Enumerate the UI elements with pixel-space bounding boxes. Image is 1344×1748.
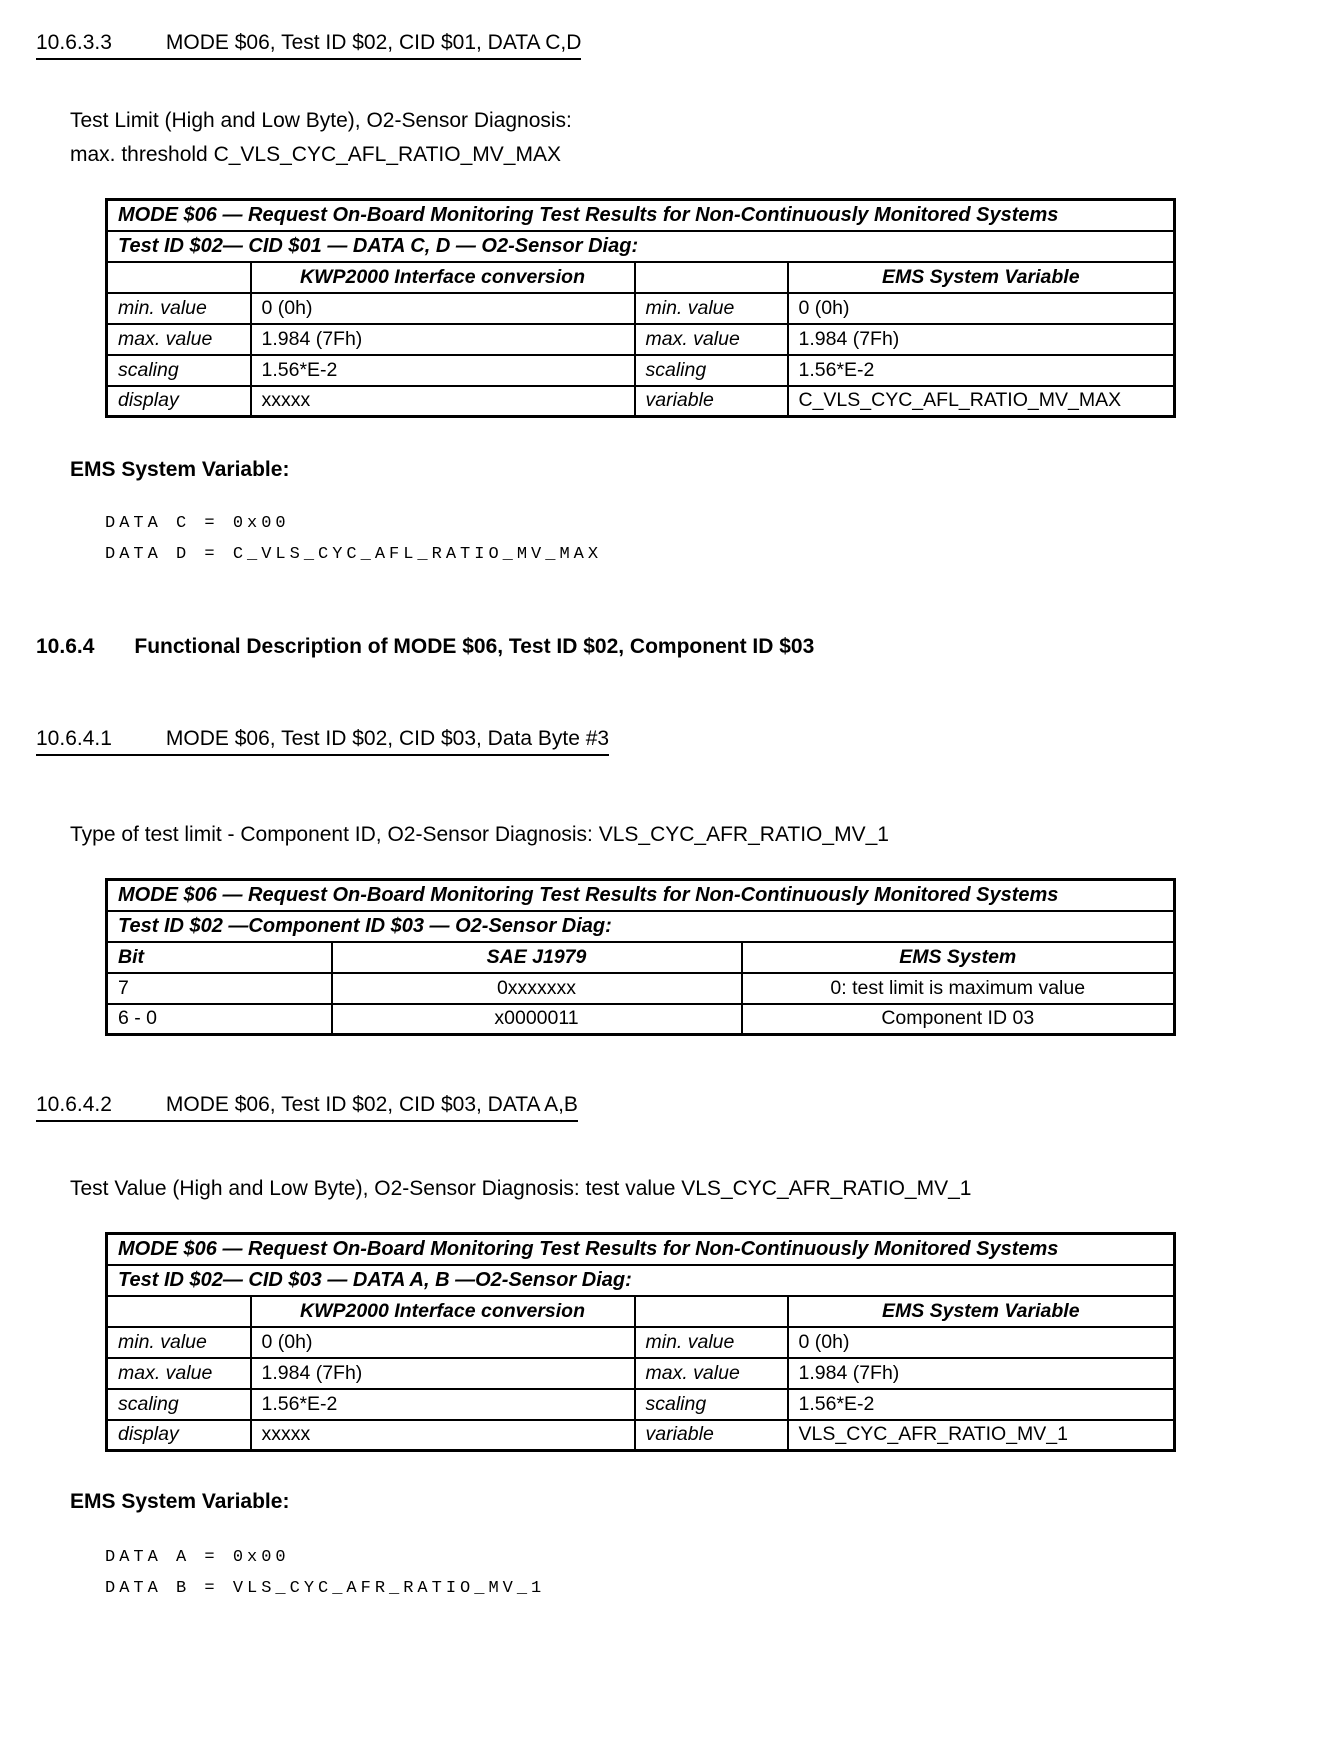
- column-header-bit: Bit: [107, 942, 332, 973]
- cell-value: 1.984 (7Fh): [251, 324, 635, 355]
- cell-ems: Component ID 03: [742, 1004, 1175, 1035]
- cell-sae: x0000011: [332, 1004, 742, 1035]
- column-header-ems-system: EMS System: [742, 942, 1175, 973]
- table-title: MODE $06 — Request On-Board Monitoring Test Results for Non-Continuously Monitored Systems: [107, 200, 1175, 231]
- code-line: DATA D = C_VLS_CYC_AFL_RATIO_MV_MAX: [105, 545, 603, 564]
- row-label: scaling: [635, 1389, 788, 1420]
- heading-row: [36, 1092, 1304, 1122]
- table-mode06-tid02-cid01: [105, 198, 1176, 418]
- cell-value: 1.56*E-2: [788, 1389, 1175, 1420]
- row-label: min. value: [107, 1327, 251, 1358]
- row-label: min. value: [635, 1327, 788, 1358]
- cell-value: 1.56*E-2: [251, 355, 635, 386]
- code-block-data-ab: [105, 1542, 1304, 1604]
- table-row: [107, 1327, 1175, 1358]
- row-label: min. value: [635, 293, 788, 324]
- row-label: max. value: [635, 1358, 788, 1389]
- table-header-row: [107, 942, 1175, 973]
- column-header-kwp2000: KWP2000 Interface conversion: [251, 1296, 635, 1327]
- code-line: DATA A = 0x00: [105, 1548, 290, 1567]
- table-subtitle: Test ID $02— CID $03 — DATA A, B —O2-Sensor Diag:: [107, 1265, 1175, 1296]
- ems-system-variable-heading: EMS System Variable:: [70, 1490, 290, 1513]
- column-header-empty: [635, 1296, 788, 1327]
- column-header-empty: [107, 262, 251, 293]
- cell-value: 0 (0h): [251, 293, 635, 324]
- cell-ems: 0: test limit is maximum value: [742, 973, 1175, 1004]
- code-line: DATA C = 0x00: [105, 514, 290, 533]
- cell-value: 0 (0h): [251, 1327, 635, 1358]
- row-label: display: [107, 1420, 251, 1451]
- table-subtitle-row: [107, 231, 1175, 262]
- cell-value: VLS_CYC_AFR_RATIO_MV_1: [788, 1420, 1175, 1451]
- table-title: MODE $06 — Request On-Board Monitoring Test Results for Non-Continuously Monitored Systems: [107, 1234, 1175, 1265]
- code-line: DATA B = VLS_CYC_AFR_RATIO_MV_1: [105, 1579, 546, 1598]
- cell-bit: 6 - 0: [107, 1004, 332, 1035]
- table-row: [107, 293, 1175, 324]
- paragraph-test-limit: [70, 104, 1304, 172]
- column-header-empty: [107, 1296, 251, 1327]
- paragraph-line: max. threshold C_VLS_CYC_AFL_RATIO_MV_MAX: [70, 143, 561, 166]
- table-title: MODE $06 — Request On-Board Monitoring Test Results for Non-Continuously Monitored Systems: [107, 880, 1175, 911]
- table-header-row: [107, 262, 1175, 293]
- cell-value: 1.984 (7Fh): [251, 1358, 635, 1389]
- heading-number: 10.6.4: [36, 635, 95, 658]
- cell-value: xxxxx: [251, 386, 635, 417]
- table-title-row: [107, 880, 1175, 911]
- heading-number: 10.6.4.2: [36, 1093, 112, 1116]
- cell-value: C_VLS_CYC_AFL_RATIO_MV_MAX: [788, 386, 1175, 417]
- heading-title: Functional Description of MODE $06, Test ID $02, Component ID $03: [134, 635, 815, 658]
- cell-sae: 0xxxxxxx: [332, 973, 742, 1004]
- paragraph-type-of-test-limit: Type of test limit - Component ID, O2-Sensor Diagnosis: VLS_CYC_AFR_RATIO_MV_1: [70, 823, 889, 846]
- cell-value: 1.56*E-2: [788, 355, 1175, 386]
- table-row: [107, 1358, 1175, 1389]
- heading-10-6-4-1: [36, 726, 609, 756]
- table-subtitle: Test ID $02— CID $01 — DATA C, D — O2-Sensor Diag:: [107, 231, 1175, 262]
- heading-number: 10.6.3.3: [36, 31, 112, 54]
- row-label: max. value: [635, 324, 788, 355]
- table-mode06-tid02-cid03-bits: [105, 878, 1176, 1036]
- table-title-row: [107, 200, 1175, 231]
- paragraph-line: Test Limit (High and Low Byte), O2-Sensor Diagnosis:: [70, 109, 572, 132]
- heading-row: [36, 726, 1304, 756]
- cell-bit: 7: [107, 973, 332, 1004]
- code-block-data-cd: [105, 508, 1304, 570]
- row-label: variable: [635, 386, 788, 417]
- heading-title: MODE $06, Test ID $02, CID $03, Data Byte #3: [165, 727, 610, 750]
- heading-row: [36, 30, 1304, 60]
- table-mode06-tid02-cid03-data-ab: [105, 1232, 1176, 1452]
- table-row: [107, 1420, 1175, 1451]
- cell-value: 1.56*E-2: [251, 1389, 635, 1420]
- row-label: scaling: [107, 355, 251, 386]
- paragraph-test-value: Test Value (High and Low Byte), O2-Sensor Diagnosis: test value VLS_CYC_AFR_RATIO_MV_1: [70, 1177, 972, 1200]
- table-row: [107, 973, 1175, 1004]
- table-row: [107, 355, 1175, 386]
- column-header-sae-j1979: SAE J1979: [332, 942, 742, 973]
- row-label: scaling: [107, 1389, 251, 1420]
- column-header-kwp2000: KWP2000 Interface conversion: [251, 262, 635, 293]
- heading-10-6-4: [36, 634, 814, 660]
- row-label: variable: [635, 1420, 788, 1451]
- row-label: max. value: [107, 1358, 251, 1389]
- row-label: display: [107, 386, 251, 417]
- row-label: min. value: [107, 293, 251, 324]
- table-row: [107, 324, 1175, 355]
- column-header-empty: [635, 262, 788, 293]
- table-row: [107, 386, 1175, 417]
- heading-row: [36, 634, 1304, 660]
- heading-10-6-4-2: [36, 1092, 578, 1122]
- table-subtitle-row: [107, 911, 1175, 942]
- heading-title: MODE $06, Test ID $02, CID $01, DATA C,D: [165, 31, 582, 54]
- column-header-ems: EMS System Variable: [788, 1296, 1175, 1327]
- table-title-row: [107, 1234, 1175, 1265]
- cell-value: 0 (0h): [788, 1327, 1175, 1358]
- table-header-row: [107, 1296, 1175, 1327]
- cell-value: xxxxx: [251, 1420, 635, 1451]
- column-header-ems: EMS System Variable: [788, 262, 1175, 293]
- cell-value: 1.984 (7Fh): [788, 324, 1175, 355]
- table-row: [107, 1389, 1175, 1420]
- cell-value: 0 (0h): [788, 293, 1175, 324]
- ems-system-variable-heading: EMS System Variable:: [70, 458, 290, 481]
- heading-10-6-3-3: [36, 30, 581, 60]
- row-label: scaling: [635, 355, 788, 386]
- row-label: max. value: [107, 324, 251, 355]
- table-row: [107, 1004, 1175, 1035]
- table-subtitle: Test ID $02 —Component ID $03 — O2-Sensor Diag:: [107, 911, 1175, 942]
- cell-value: 1.984 (7Fh): [788, 1358, 1175, 1389]
- table-subtitle-row: [107, 1265, 1175, 1296]
- heading-number: 10.6.4.1: [36, 727, 112, 750]
- heading-title: MODE $06, Test ID $02, CID $03, DATA A,B: [165, 1093, 578, 1116]
